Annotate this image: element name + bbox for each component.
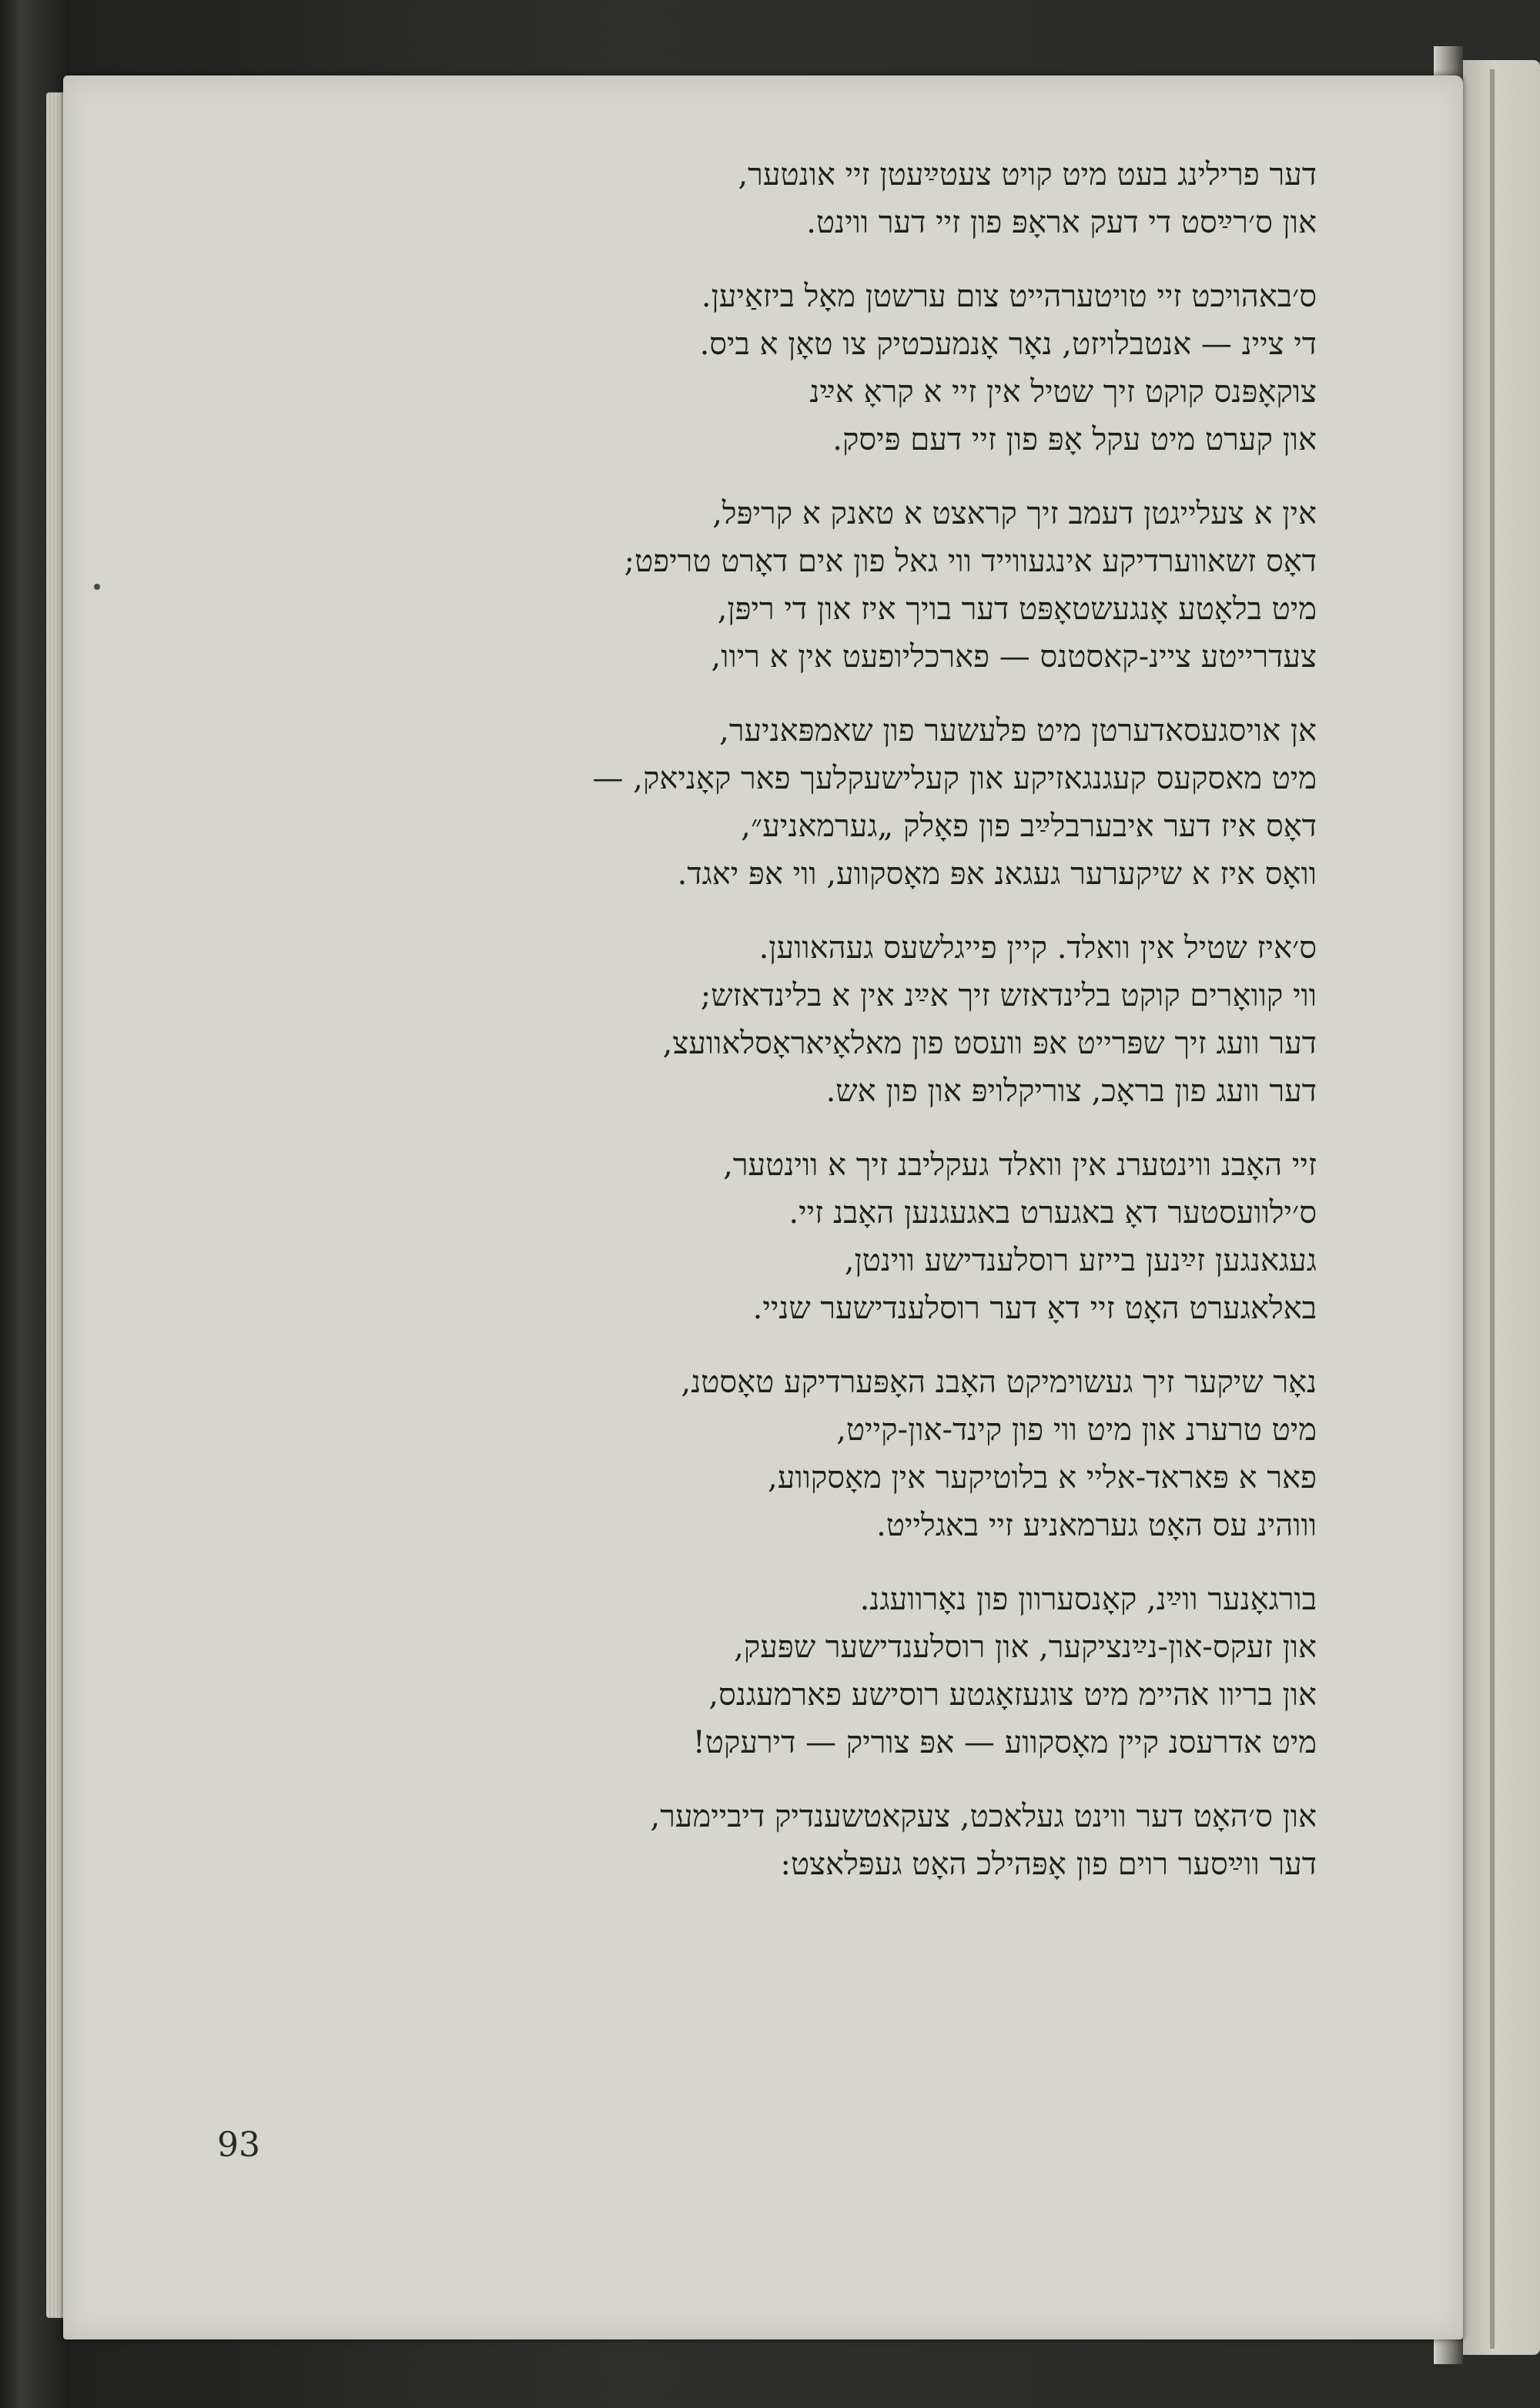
verse-line: צוקאָפּנס קוקט זיך שטיל אין זיי א קראָ אײַנ bbox=[809, 374, 1317, 410]
stanza bbox=[231, 924, 1317, 1115]
stanza bbox=[231, 1793, 1317, 1888]
verse-line: און זעקס-און-נײַנציקער, און רוסלענדישער שפּעק, bbox=[734, 1629, 1317, 1665]
verse-line: דאָס איז דער איבערבלײַב פון פאָלק „גערמאניע״, bbox=[741, 809, 1317, 844]
verse-line: דאָס זשאווערדיקע אינגעווייד ווי גאל פון אים דאָרט טריפט; bbox=[624, 544, 1317, 579]
verse-line: און בריוו אהיימ מיט צוגעזאָגטע רוסישע פארמעגנס, bbox=[708, 1677, 1317, 1713]
paper-speck bbox=[94, 584, 100, 590]
verse-line: צעדרייטע ציינ-קאסטנס — פארכליופעט אין א ריוו, bbox=[711, 639, 1317, 675]
verse-line: געגאנגען זײַנען בייזע רוסלענדישע ווינטן, bbox=[844, 1243, 1317, 1278]
verse-line: מיט בלאָטע אָנגעשטאָפּט דער בויך איז און די ריפּן, bbox=[717, 591, 1317, 627]
page-number: 93 bbox=[217, 2125, 260, 2165]
verse-line: און ס׳רײַסט די דעק אראָפּ פון זיי דער ווינט. bbox=[806, 205, 1317, 240]
stanza bbox=[231, 707, 1317, 898]
verse-line: דער וועג פון בראָכ, צוריקלויפּ און פון אש. bbox=[825, 1073, 1317, 1109]
facing-page-edge bbox=[1463, 60, 1540, 2355]
verse-line: וווהינ עס האָט גערמאניע זיי באגלייט. bbox=[876, 1508, 1317, 1543]
verse-line: דער ווײַסער רוים פון אָפּהילכ האָט געפּלאצט: bbox=[780, 1847, 1317, 1882]
verse-line: דער פרילינג בעט מיט קויט צעטײַעטן זיי אונטער, bbox=[738, 157, 1317, 193]
verse-line: נאָר שיקער זיך געשוימיקט האָבנ האָפּערדיקע טאָסטנ, bbox=[681, 1365, 1317, 1400]
stanza bbox=[231, 490, 1317, 681]
facing-page-fold bbox=[1490, 69, 1495, 2349]
stanza bbox=[231, 1141, 1317, 1332]
verse-line: מיט מאסקעס קעגנגאזיקע און קעלישעקלעך פאר קאָניאק, — bbox=[592, 761, 1317, 796]
verse-line: און קערט מיט עקל אָפּ פון זיי דעם פּיסק. bbox=[832, 422, 1317, 457]
verse-line: ווי קוואָרים קוקט בלינדאזש זיך אײַנ אין א בלינדאזש; bbox=[700, 978, 1317, 1013]
verse-line: זיי האָבנ ווינטערנ אין וואלד געקליבנ זיך א ווינטער, bbox=[723, 1147, 1317, 1183]
stanza bbox=[231, 1358, 1317, 1549]
verse-line: פאר א פּאראד-אליי א בלוטיקער אין מאָסקווע, bbox=[768, 1460, 1317, 1495]
verse-line: ס׳ילוועסטער דאָ באגערט באגעגנען האָבנ זיי. bbox=[788, 1195, 1317, 1231]
verse-line: מיט אדרעסנ קיין מאָסקווע — אפּ צוריק — דירעקט! bbox=[692, 1725, 1317, 1760]
poem-text bbox=[231, 151, 1317, 1914]
verse-line: ס׳באהויכט זיי טויטערהייט צום ערשטן מאָל ביזאַיען. bbox=[701, 279, 1317, 314]
stanza bbox=[231, 273, 1317, 464]
verse-line: בורגאָנער ווײַנ, קאָנסערוון פון נאָרוועגנ. bbox=[859, 1582, 1317, 1617]
stanza bbox=[231, 1576, 1317, 1767]
verse-line: ס׳איז שטיל אין וואלד. קיין פייגלשעס געהאווען. bbox=[758, 930, 1317, 966]
verse-line: באלאגערט האָט זיי דאָ דער רוסלענדישער שניי. bbox=[752, 1291, 1317, 1326]
verse-line: מיט טרערנ און מיט ווי פון קינד-און-קייט, bbox=[836, 1412, 1317, 1448]
verse-line: אן אויסגעסאדערטן מיט פלעשער פון שאמפּאניער, bbox=[719, 713, 1317, 749]
verse-line: די ציינ — אנטבלויזט, נאָר אָנמעכטיק צו טאָן א ביס. bbox=[699, 327, 1317, 362]
verse-line: וואָס איז א שיקערער געגאנ אפּ מאָסקווע, ווי אפּ יאגד. bbox=[677, 856, 1317, 892]
stanza bbox=[231, 151, 1317, 246]
verse-line: און ס׳האָט דער ווינט געלאכט, צעקאטשענדיק דיביימער, bbox=[650, 1799, 1317, 1834]
verse-line: אין א צעלייגטן דעמב זיך קראצט א טאנק א קריפּל, bbox=[712, 496, 1317, 531]
verse-line: דער וועג זיך שפּרייט אפּ וועסט פון מאלאָיאראָסלאוועצ, bbox=[662, 1026, 1317, 1061]
